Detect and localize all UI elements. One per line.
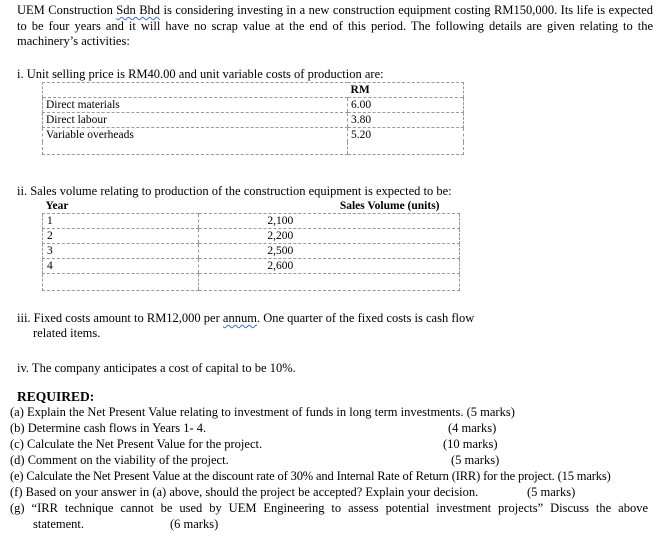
required-item-g-marks: (6 marks) [170, 517, 219, 531]
year-cell: 2 [43, 229, 199, 244]
table-spacer-row [43, 274, 460, 291]
intro-text-rest: is considering investing in a new construction equipment costing RM150,000. Its life is expected to be four years and it will have no scrap value at the end of this period. The following details are given relating to the machinery’s activities: [17, 3, 653, 48]
section-iii-line2: related items. [33, 326, 101, 340]
intro-text-start: UEM Construction [17, 3, 117, 17]
table-header-row [43, 83, 464, 98]
section-iii-annum: annum [222, 311, 257, 325]
cost-label: Variable overheads [43, 128, 348, 143]
required-item-f-marks: (5 marks) [527, 485, 576, 499]
section-iii-text-end: . One quarter of the fixed costs is cash flow [256, 311, 475, 325]
required-item-b: (b) Determine cash flows in Years 1- 4. [10, 421, 207, 435]
table-row [43, 229, 460, 244]
sales-volume-table [42, 199, 460, 291]
cost-label: Direct labour [43, 113, 348, 128]
units-cell: 2,500 [199, 244, 460, 259]
required-item-a: (a) Explain the Net Present Value relating to investment of funds in long term investments. (5 marks) [10, 405, 515, 419]
table-row [43, 259, 460, 274]
cost-value: 3.80 [348, 113, 464, 128]
table-row [43, 98, 464, 113]
rm-column-header: RM [348, 83, 464, 98]
variable-costs-table [42, 82, 464, 155]
section-iii-line1 [17, 311, 474, 326]
required-item-d: (d) Comment on the viability of the project. [10, 453, 229, 467]
section-i-title: i. Unit selling price is RM40.00 and unit variable costs of production are: [17, 67, 384, 81]
sales-column-header: Sales Volume (units) [199, 199, 460, 214]
table-row [43, 214, 460, 229]
intro-company-name: Sdn Bhd [116, 3, 161, 17]
required-item-c: (c) Calculate the Net Present Value for the project. [10, 437, 263, 451]
table-row [43, 244, 460, 259]
year-cell: 3 [43, 244, 199, 259]
required-item-g-cont: statement. [33, 517, 85, 531]
cost-label: Direct materials [43, 98, 348, 113]
required-item-g: (g) “IRR technique cannot be used by UEM Engineering to assess potential investment projects” Discuss the above [10, 501, 648, 515]
section-iii-text: iii. Fixed costs amount to RM12,000 per [17, 311, 223, 325]
required-heading: REQUIRED: [17, 389, 95, 404]
required-item-d-marks: (5 marks) [451, 453, 500, 467]
units-cell: 2,100 [199, 214, 460, 229]
table-spacer-row [43, 142, 464, 155]
section-iv-text: iv. The company anticipates a cost of capital to be 10%. [17, 361, 296, 375]
required-item-b-marks: (4 marks) [448, 421, 497, 435]
required-item-c-marks: (10 marks) [443, 437, 498, 451]
units-cell: 2,200 [199, 229, 460, 244]
year-cell: 4 [43, 259, 199, 274]
cost-value: 6.00 [348, 98, 464, 113]
year-column-header: Year [43, 199, 199, 214]
table-row [43, 128, 464, 143]
cost-value: 5.20 [348, 128, 464, 143]
table-header-row [43, 199, 460, 214]
table-row [43, 113, 464, 128]
units-cell: 2,600 [199, 259, 460, 274]
intro-paragraph [17, 3, 653, 50]
required-item-f: (f) Based on your answer in (a) above, should the project be accepted? Explain your decision. [10, 485, 479, 499]
year-cell: 1 [43, 214, 199, 229]
required-item-e: (e) Calculate the Net Present Value at the discount rate of 30% and Internal Rate of Return (IRR) for the project. (15 marks) [10, 469, 611, 483]
section-ii-title: ii. Sales volume relating to production of the construction equipment is expected to be: [17, 184, 452, 198]
